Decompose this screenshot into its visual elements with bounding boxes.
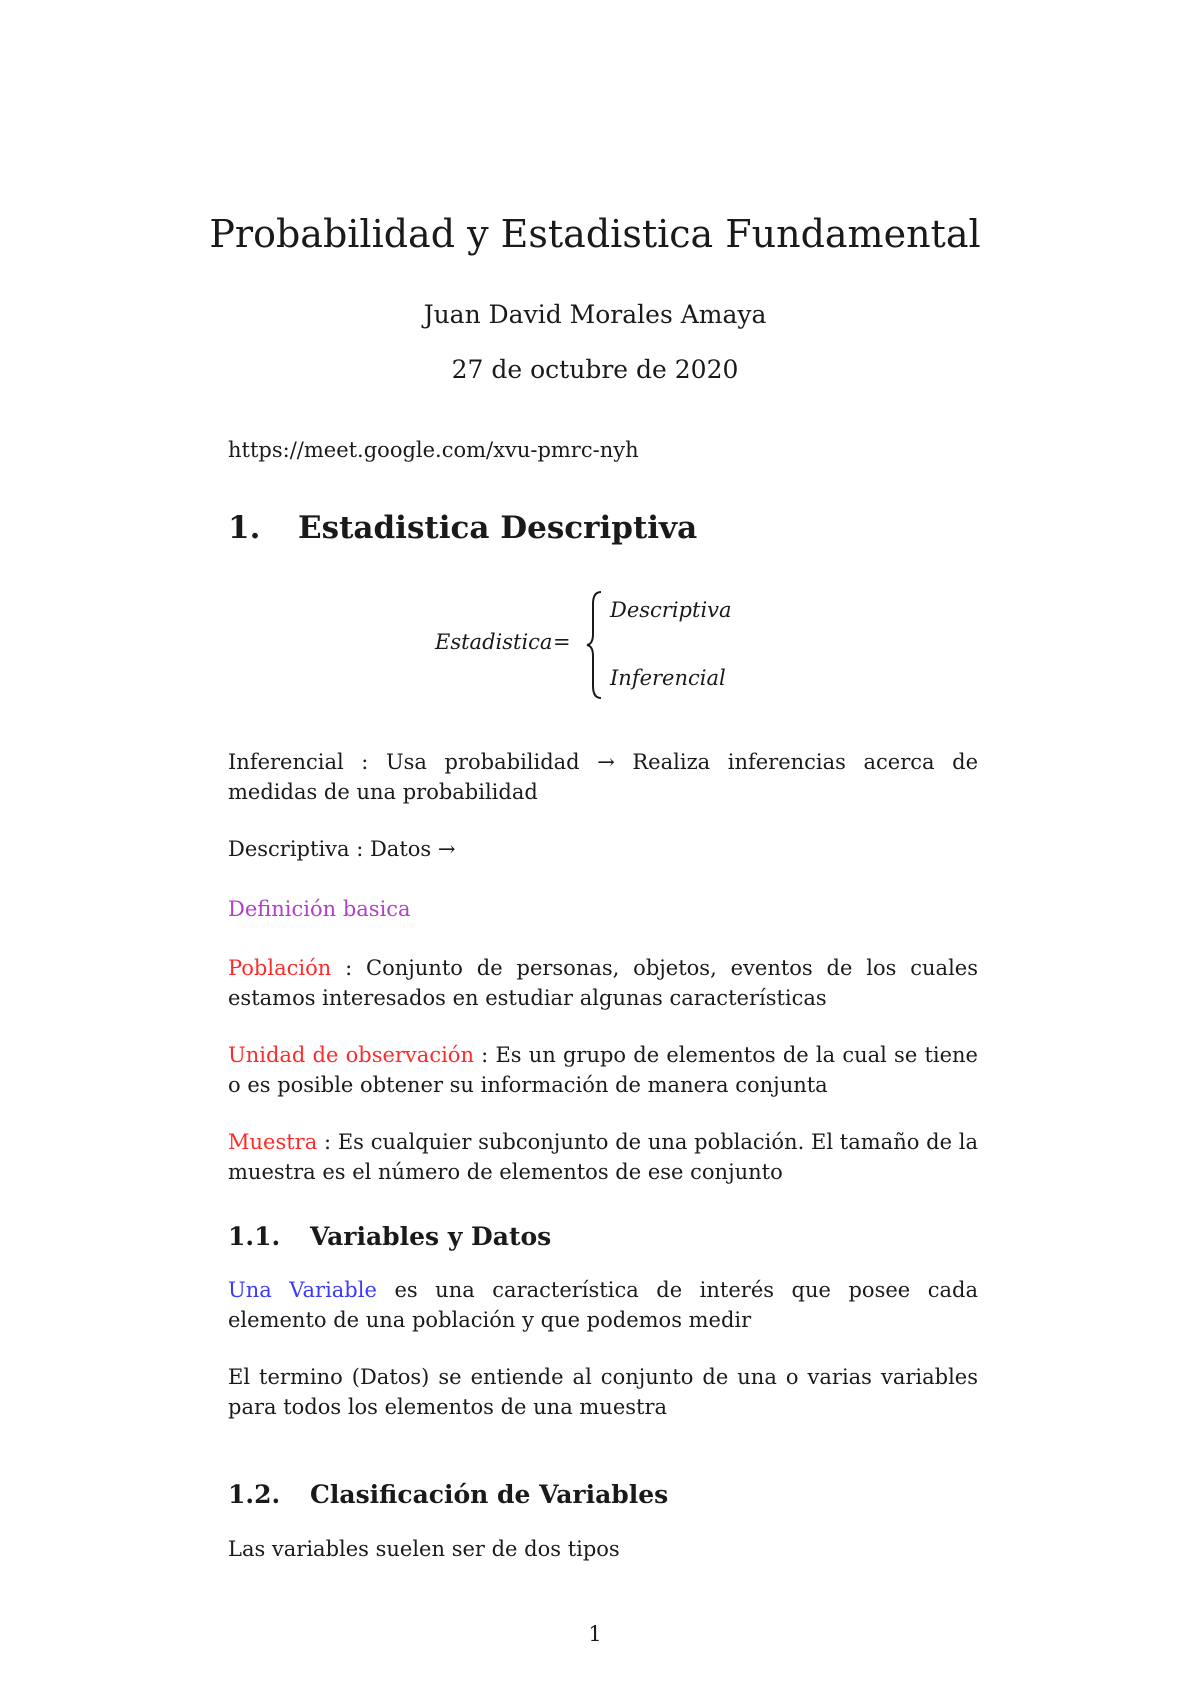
paragraph-inferencial: Inferencial : Usa probabilidad → Realiza inferencias acerca de medidas de una probabilidad [228,750,978,804]
definition-unidad-observacion: : Es un grupo de elementos de la cual se tiene o es posible obtener su información de manera conjunta [228,1043,978,1097]
formula-lhs: Estadistica [435,630,553,654]
subsection-number: 1.2. [228,1480,281,1509]
document-date: 27 de octubre de 2020 [451,355,739,384]
term-unidad-observacion: Unidad de observación [228,1043,474,1067]
subsection-title-text: Clasificación de Variables [310,1480,669,1509]
term-variable: Una Variable [228,1278,377,1302]
paragraph-descriptiva: Descriptiva : Datos → [228,837,456,861]
subsection-number: 1.1. [228,1222,281,1251]
paragraph-datos: El termino (Datos) se entiende al conjunto de una o varias variables para todos los elementos de una muestra [228,1365,978,1419]
estadistica-formula [435,590,765,700]
formula-option-inferencial: Inferencial [610,666,726,690]
subsection-1-2-heading [228,1480,668,1509]
definition-muestra: : Es cualquier subconjunto de una población. El tamaño de la muestra es el número de elementos de ese conjunto [228,1130,978,1184]
formula-option-descriptiva: Descriptiva [610,598,732,622]
paragraph-clasificacion: Las variables suelen ser de dos tipos [228,1537,620,1561]
definition-poblacion: : Conjunto de personas, objetos, eventos de los cuales estamos interesados en estudiar algunas características [228,956,978,1010]
subsection-title-text: Variables y Datos [310,1222,552,1251]
meet-link[interactable]: https://meet.google.com/xvu-pmrc-nyh [228,438,639,462]
term-muestra: Muestra [228,1130,318,1154]
definition-variable: es una característica de interés que posee cada elemento de una población y que podemos medir [228,1278,978,1332]
section-1-heading [228,510,697,546]
subsection-1-1-heading [228,1222,551,1251]
document-title: Probabilidad y Estadistica Fundamental [209,212,981,256]
paragraph-muestra [228,1127,978,1187]
document-author: Juan David Morales Amaya [423,300,767,329]
term-poblacion: Población [228,956,332,980]
paragraph-poblacion [228,953,978,1013]
page-number: 1 [588,1622,602,1646]
definition-heading: Definición basica [228,897,411,921]
section-number: 1. [228,510,261,546]
left-brace-icon [585,590,605,700]
formula-equals: = [553,630,571,654]
section-title-text: Estadistica Descriptiva [298,510,698,546]
paragraph-unidad [228,1040,978,1100]
paragraph-variable [228,1275,978,1335]
